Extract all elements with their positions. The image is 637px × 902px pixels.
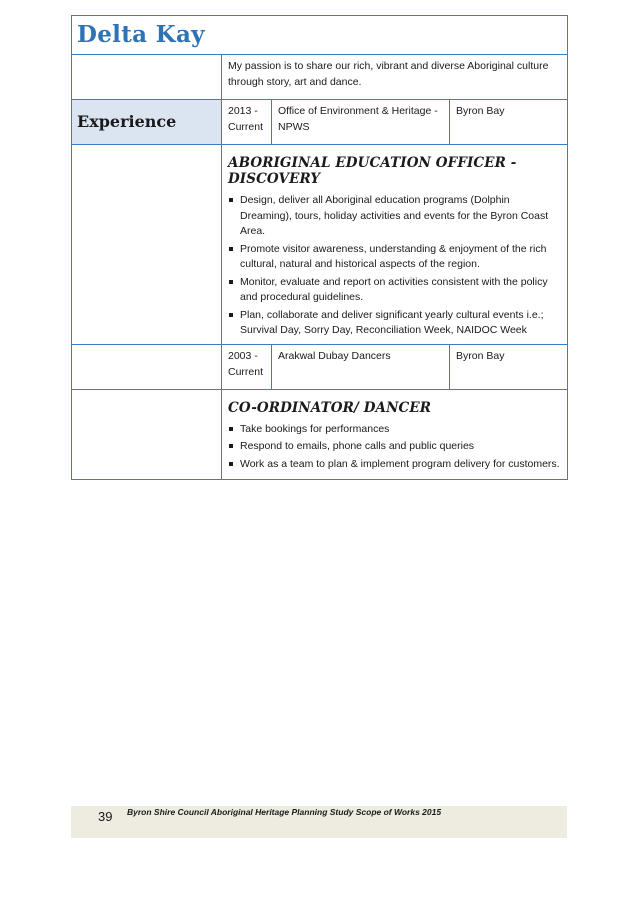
position-years-text: 2003 - Current xyxy=(228,349,264,378)
duty-item: Monitor, evaluate and report on activities consistent with the policy and procedural guidelines. xyxy=(228,275,561,306)
position-organisation-text: Arakwal Dubay Dancers xyxy=(278,349,391,362)
duty-item: Respond to emails, phone calls and public queries xyxy=(228,439,561,455)
position-1-spacer xyxy=(72,145,222,345)
duty-item: Design, deliver all Aboriginal education programs (Dolphin Dreaming), tours, holiday activities and events for the Byron Coast Area. xyxy=(228,193,561,240)
position-2-details xyxy=(222,389,568,479)
experience-heading-text: Experience xyxy=(77,112,177,131)
page-footer xyxy=(71,806,567,838)
position-2-location xyxy=(450,344,568,389)
position-2-duties xyxy=(228,422,561,473)
footer-document-title: Byron Shire Council Aboriginal Heritage Planning Study Scope of Works 2015 xyxy=(127,807,442,817)
summary-label-cell xyxy=(72,55,222,100)
position-1-organisation xyxy=(272,100,450,145)
position-2-spacer xyxy=(72,389,222,479)
duty-item: Plan, collaborate and deliver significant yearly cultural events i.e.; Survival Day, Sorry Day, Reconciliation Week, NAIDOC Week xyxy=(228,308,561,339)
position-2-label-cell xyxy=(72,344,222,389)
position-location-text: Byron Bay xyxy=(456,349,505,362)
profile-summary: My passion is to share our rich, vibrant and diverse Aboriginal culture through story, art and dance. xyxy=(228,60,549,88)
summary-cell xyxy=(222,55,568,100)
position-location-text: Byron Bay xyxy=(456,105,505,117)
position-1-location xyxy=(450,100,568,145)
position-2-years xyxy=(222,344,272,389)
profile-name: Delta Kay xyxy=(77,21,205,48)
duty-item: Take bookings for performances xyxy=(228,422,561,438)
duty-item: Work as a team to plan & implement program delivery for customers. xyxy=(228,457,561,473)
position-1-duties xyxy=(228,193,561,339)
position-1-title: ABORIGINAL EDUCATION OFFICER - DISCOVERY xyxy=(228,155,517,187)
position-2-organisation xyxy=(272,344,450,389)
name-cell xyxy=(72,16,568,55)
position-years-text: 2013 - Current xyxy=(228,105,264,133)
cv-table xyxy=(71,15,568,480)
experience-heading xyxy=(72,100,222,145)
position-organisation-text: Office of Environment & Heritage - NPWS xyxy=(278,105,438,133)
duty-item: Promote visitor awareness, understanding & enjoyment of the rich cultural, natural and historical aspects of the region. xyxy=(228,242,561,273)
position-2-title: CO-ORDINATOR/ DANCER xyxy=(228,399,432,416)
page-number: 39 xyxy=(98,809,113,824)
position-1-details xyxy=(222,145,568,345)
position-1-years xyxy=(222,100,272,145)
